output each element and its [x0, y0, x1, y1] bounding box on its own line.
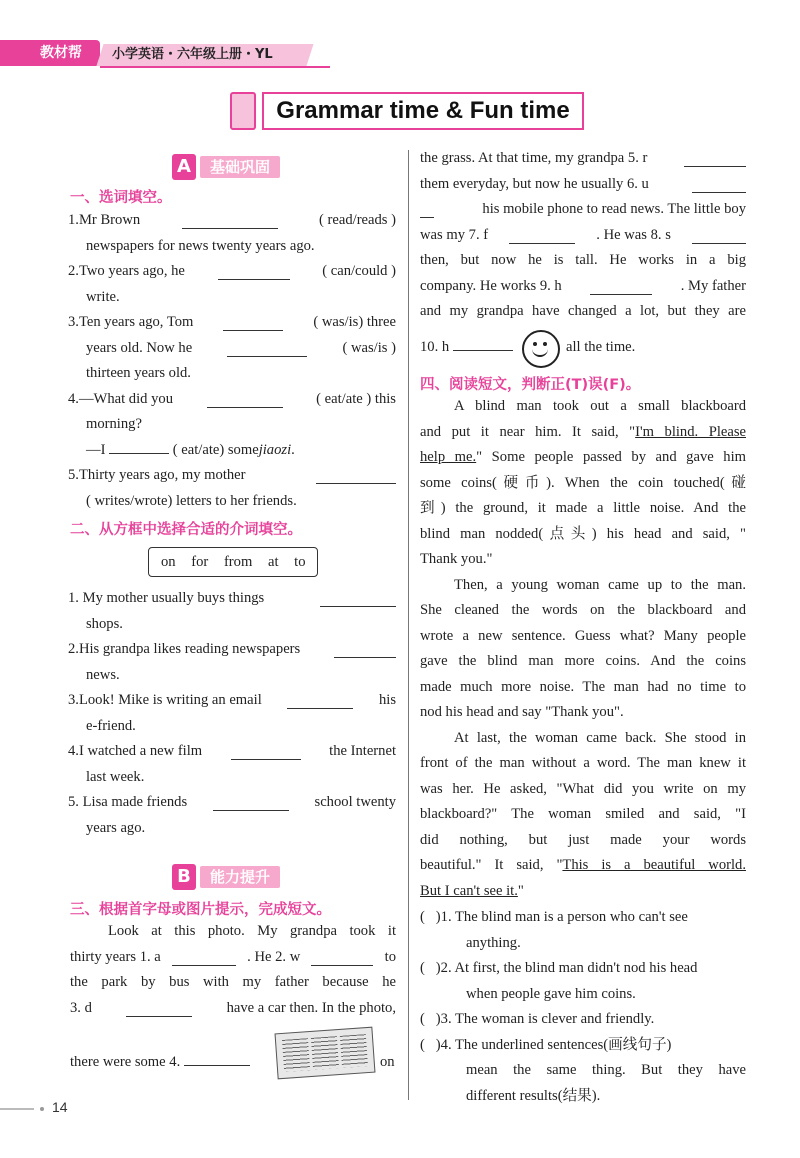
- word-bank-item: for: [191, 554, 209, 570]
- answer-blank[interactable]: [453, 336, 513, 351]
- badge-letter: B: [172, 864, 196, 890]
- answer-blank[interactable]: [227, 342, 307, 357]
- section-heading-2: 二、从方框中选择合适的介词填空。: [70, 522, 302, 538]
- cloze-line-10: 10. h: [420, 335, 513, 361]
- section-badge-b: [172, 864, 312, 890]
- answer-blank[interactable]: [213, 796, 289, 811]
- answer-blank[interactable]: [172, 951, 236, 966]
- answer-blank[interactable]: [184, 1051, 250, 1066]
- answer-blank[interactable]: [126, 1002, 192, 1017]
- answer-blank[interactable]: [320, 592, 396, 607]
- smiley-face-picture: [522, 330, 560, 368]
- footer-rule: [0, 1108, 34, 1110]
- word-bank-item: at: [267, 554, 279, 570]
- section-heading-1: 一、选词填空。: [70, 190, 172, 206]
- cloze-line-10-end: all the time.: [566, 339, 636, 355]
- badge-label: 能力提升: [200, 866, 280, 888]
- answer-blank[interactable]: [287, 694, 353, 709]
- word-bank: [148, 547, 318, 577]
- answer-blank[interactable]: [218, 265, 290, 280]
- answer-blank[interactable]: [420, 203, 434, 218]
- brand-tag: 教材帮: [0, 40, 100, 66]
- section-heading-3: 三、根据首字母或图片提示，完成短文。: [70, 902, 331, 918]
- section-badge-a: [172, 154, 312, 180]
- footer-dot: [40, 1107, 44, 1111]
- answer-blank[interactable]: [311, 951, 373, 966]
- answer-blank[interactable]: [509, 229, 575, 244]
- answer-blank[interactable]: [316, 469, 396, 484]
- badge-letter: A: [172, 154, 196, 180]
- header-rule: [100, 66, 330, 68]
- book-title-band: [96, 44, 313, 66]
- exercise-2: 1. My mother usually buys things shops. 2.His grandpa likes reading newspapers news. 3.Look! Mike is writing an email his e-friend. 4.I watched a new film the Internet last week. 5. Lisa made friends school twenty years ago.: [68, 590, 396, 836]
- book-title: 小学英语・六年级上册・YL: [112, 47, 273, 62]
- exercise-1: 1.Mr Brown ( read/reads ) newspapers for news twenty years ago. 2.Two years ago, he ( can/could ) write. 3.Ten years ago, Tom ( was/is) three years old. Now he ( was/is ) thirteen years old. 4.—What did you ( eat/ate ) this morning? —I ( eat/ate) somejiaozi. 5.Thirty years ago, my mother ( writes/wrote) letters to her friends.: [68, 212, 396, 509]
- cloze-line-5: there were some 4.: [70, 1050, 250, 1076]
- answer-blank[interactable]: [223, 316, 283, 331]
- answer-paren[interactable]: ( ): [420, 960, 441, 976]
- cloze-passage-right: the grass. At that time, my grandpa 5. r them everyday, but now he usually 6. u his mobile phone to read news. The little boy was my 7. f . He was 8. s then, but now he is tall. He works in a big company. He works 9. h . My father and my grandpa have changed a lot, but they are: [420, 150, 746, 319]
- cloze-passage-left: Look at this photo. My grandpa took it thirty years 1. a . He 2. w to the park by bus with my father because he 3. d have a car then. In the photo,: [70, 923, 396, 1016]
- section-heading-4: 四、阅读短文，判断正(T)误(F)。: [420, 377, 641, 393]
- true-false-questions: ( ) 1. The blind man is a person who can't see anything. ( ) 2. At first, the blind man didn't nod his head when people gave him coins. ( ) 3. The woman is clever and friendly. ( ) 4. The underlined sentences(画线句子) mean the same thing. But they have different results(结果).: [420, 905, 746, 1109]
- answer-blank[interactable]: [692, 229, 746, 244]
- reading-passage: A blind man took out a small blackboard and put it near him. It said, "I'm blind. Please help me." Some people passed by and gave him some coins(硬币). When the coin touched(碰 到) the ground, it made a little noise. And the blind man nodded(点头) his head and said, " Thank you." Then, a young woman came up to the man. She cleaned the words on the blackboard and wrote a new sentence. Guess what? Many people gave the blind man more coins. And the coins made much more noise. The man had no time to nod his head and say "Thank you". At last, the woman came back. She stood in front of the man without a word. The man knew it was her. He asked, "What did you write on my blackboard?" The woman smiled and said, "I did nothing, but just made your words beautiful." It said, "This is a beautiful world. But I can't see it.": [420, 398, 747, 899]
- cloze-line-5-end: on: [380, 1054, 395, 1070]
- answer-paren[interactable]: ( ): [420, 909, 441, 925]
- newspaper-picture: [275, 1027, 376, 1080]
- answer-paren[interactable]: ( ): [420, 1036, 441, 1053]
- lesson-title: Grammar time & Fun time: [262, 92, 584, 130]
- answer-blank[interactable]: [334, 643, 396, 658]
- word-bank-item: from: [223, 554, 253, 570]
- answer-blank[interactable]: [590, 280, 652, 295]
- answer-blank[interactable]: [182, 214, 278, 229]
- title-ribbon-icon: [230, 92, 256, 130]
- answer-blank[interactable]: [692, 178, 746, 193]
- answer-paren[interactable]: ( ): [420, 1011, 441, 1027]
- badge-label: 基础巩固: [200, 156, 280, 178]
- answer-blank[interactable]: [207, 393, 283, 408]
- answer-blank[interactable]: [109, 439, 169, 454]
- column-divider: [408, 150, 409, 1100]
- page-number: 14: [52, 1099, 68, 1115]
- word-bank-item: on: [161, 554, 176, 570]
- answer-blank[interactable]: [684, 152, 746, 167]
- word-bank-item: to: [294, 554, 306, 570]
- answer-blank[interactable]: [231, 745, 301, 760]
- lesson-title-block: [230, 88, 586, 132]
